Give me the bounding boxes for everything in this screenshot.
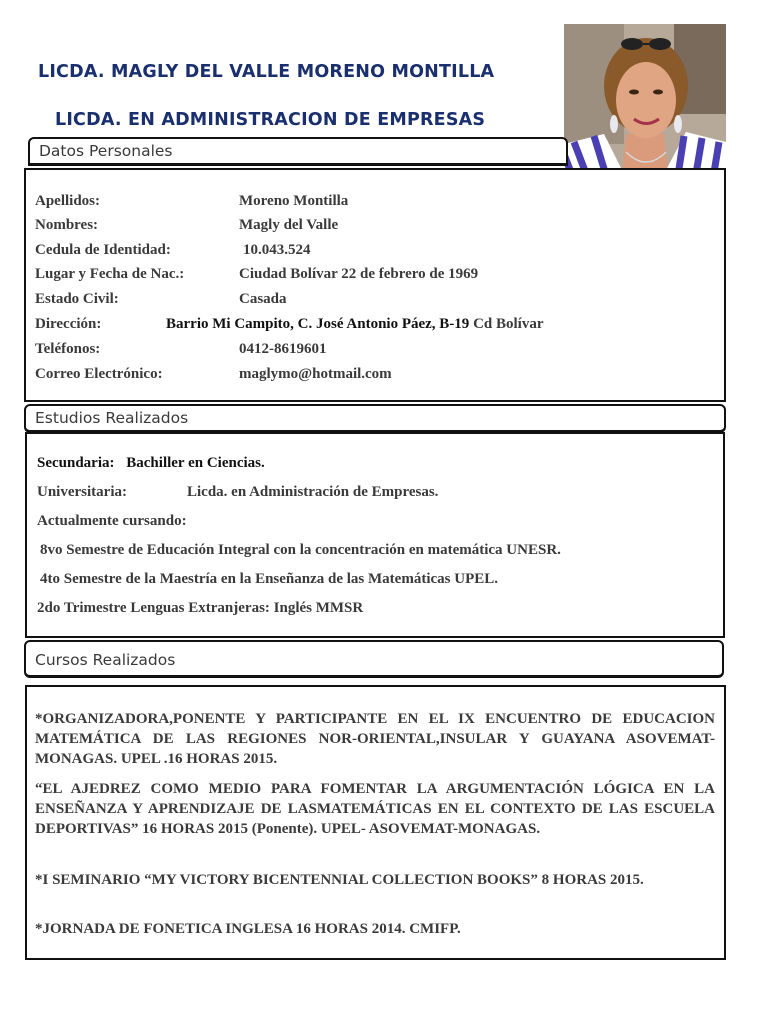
field-label: Teléfonos: [35,341,101,357]
field-label: Nombres: [35,217,99,233]
personal-row [35,266,479,283]
section-header-courses [24,640,724,678]
field-label: Apellidos: [35,193,101,209]
field-value: Ciudad Bolívar 22 de febrero de 1969 [239,266,479,282]
study-label: Secundaria: [37,455,115,471]
study-current-item: 8vo Semestre de Educación Integral con la concentración en matemática UNESR. [40,542,561,558]
study-label: Universitaria: [37,484,127,500]
address-city: Cd Bolívar [469,316,544,332]
personal-row [35,242,311,259]
course-item: *I SEMINARIO “MY VICTORY BICENTENNIAL COLLECTION BOOKS” 8 HORAS 2015. [35,872,644,888]
profession-title: LICDA. EN ADMINISTRACION DE EMPRESAS [55,110,486,130]
personal-row [35,316,544,333]
field-value: Casada [239,291,287,307]
field-value: 0412-8619601 [239,341,327,357]
page-title: LICDA. MAGLY DEL VALLE MORENO MONTILLA [38,62,495,82]
course-item: *ORGANIZADORA,PONENTE Y PARTICIPANTE EN EL IX ENCUENTRO DE EDUCACION MATEMÁTICA DE LAS REGIONES NOR-ORIENTAL,INSULAR Y GUAYANA ASOVEMAT-MONAGAS. UPEL .16 HORAS 2015. [35,711,715,767]
study-value: Licda. en Administración de Empresas. [187,484,439,500]
section-title-courses: Cursos Realizados [35,651,176,669]
field-value: 10.043.524 [243,242,311,258]
field-value: Moreno Montilla [239,193,349,209]
course-item: “EL AJEDREZ COMO MEDIO PARA FOMENTAR LA ARGUMENTACIÓN LÓGICA EN LA ENSEÑANZA Y APRENDIZAJE DE LASMATEMÁTICAS EN EL CONTEXTO DE LAS ESCUELA DEPORTIVAS” 16 HORAS 2015 (Ponente). UPEL- ASOVEMAT-MONAGAS. [35,781,715,837]
section-header-personal [28,137,568,166]
study-value: Bachiller en Ciencias. [126,455,265,471]
study-university [37,484,439,501]
field-label: Estado Civil: [35,291,119,307]
field-value: Magly del Valle [239,217,339,233]
section-header-studies [24,404,726,433]
personal-row [35,291,287,308]
field-label: Cedula de Identidad: [35,242,171,258]
course-item: *JORNADA DE FONETICA INGLESA 16 HORAS 2014. CMIFP. [35,921,461,937]
address-street: Barrio Mi Campito, C. José Antonio Páez, B-19 [166,316,470,332]
study-current-label: Actualmente cursando: [37,513,187,529]
personal-row [35,366,392,383]
personal-row [35,217,339,234]
field-value: maglymo@hotmail.com [239,366,392,382]
field-label: Dirección: [35,316,102,332]
study-current-item: 4to Semestre de la Maestría en la Enseñanza de las Matemáticas UPEL. [40,571,498,587]
field-label: Correo Electrónico: [35,366,163,382]
personal-row [35,341,327,358]
study-current-item: 2do Trimestre Lenguas Extranjeras: Inglés MMSR [37,600,364,616]
section-title-personal: Datos Personales [39,142,173,160]
field-value [166,316,544,333]
study-secondary [37,455,265,472]
section-title-studies: Estudios Realizados [35,409,189,427]
personal-row [35,193,349,210]
field-label: Lugar y Fecha de Nac.: [35,266,185,282]
